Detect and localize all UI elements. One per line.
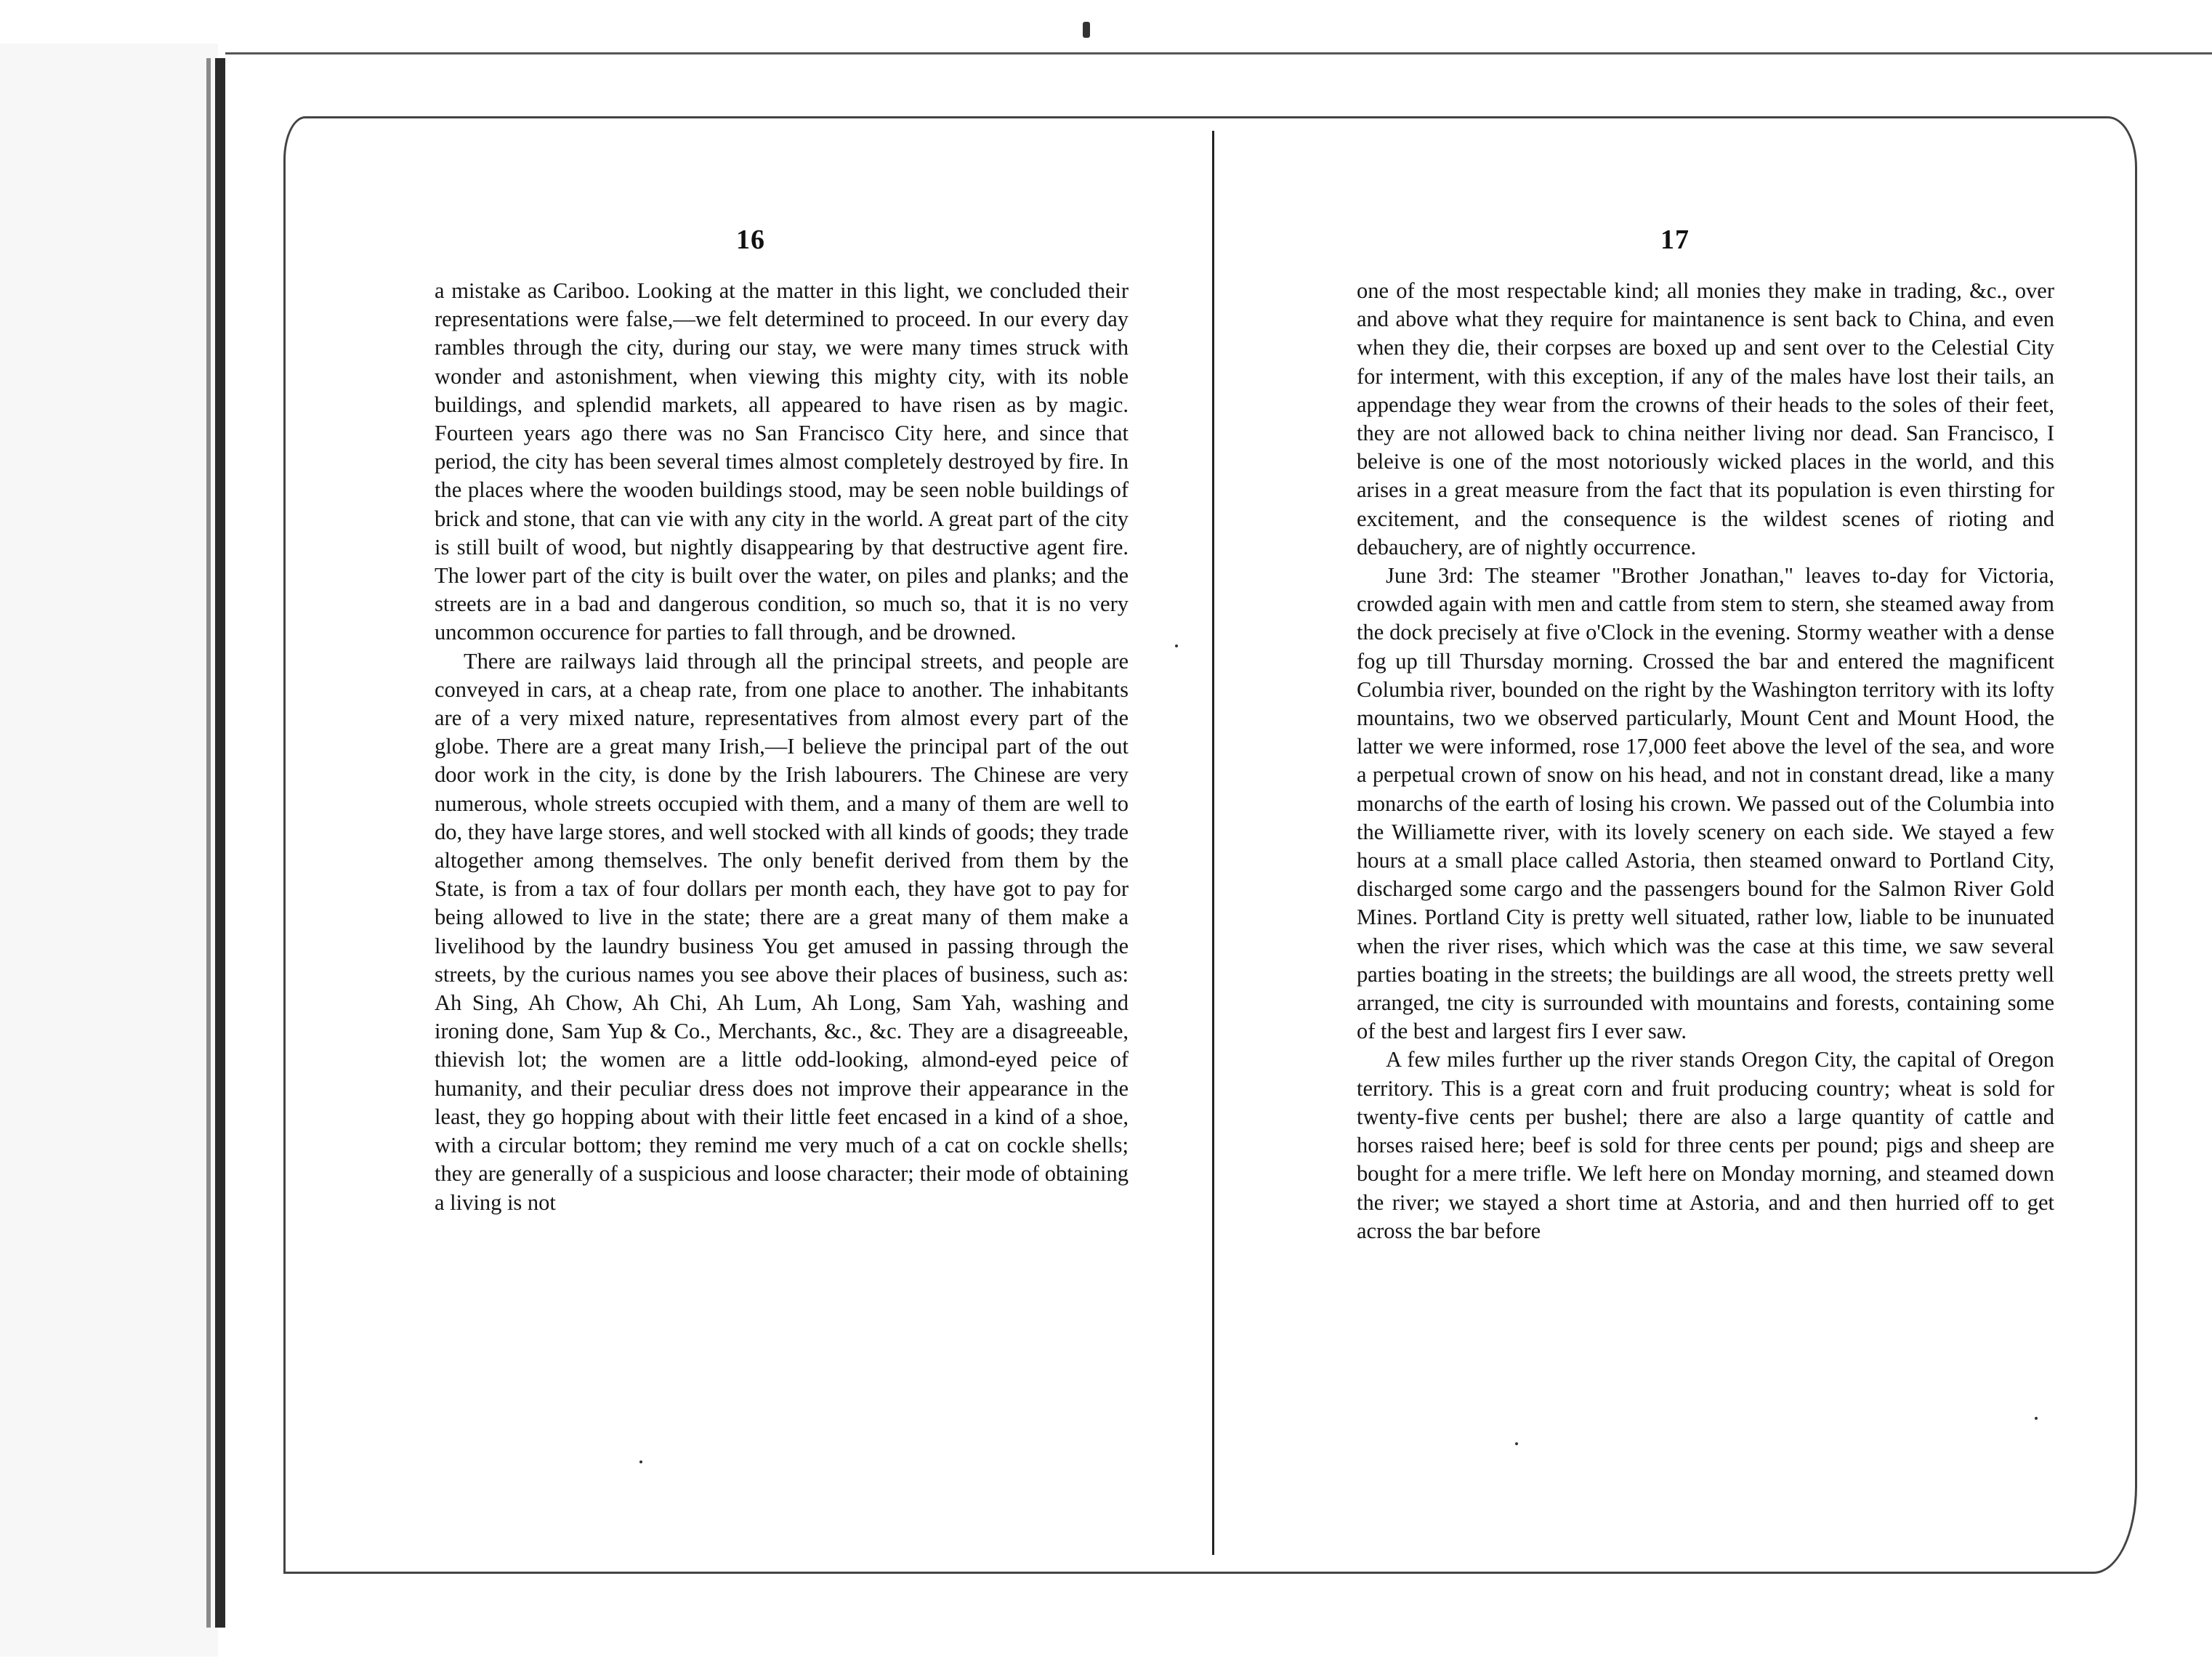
left-page-number: 16 xyxy=(736,225,765,255)
book-edge xyxy=(215,58,225,1628)
left-page-text xyxy=(435,277,1129,1217)
book-spread xyxy=(283,116,2136,1569)
paragraph: a mistake as Cariboo. Looking at the matter in this light, we concluded their representations were false,—we felt determined to proceed. In our every day rambles through the city, during our stay, we were many times struck with wonder and astonishment, when viewing this mighty city, with its noble buildings, and splendid markets, all appeared to have risen as by magic. Fourteen years ago there was no San Francisco City here, and since that period, the city has been several times almost completely destroyed by fire. In the places where the wooden buildings stood, may be seen noble buildings of brick and stone, that can vie with any city in the world. A great part of the city is still built of wood, but nightly disappearing by that destructive agent fire. The lower part of the city is built over the water, on piles and planks; and the streets are in a bad and dangerous condition, so much so, that it is no very uncommon occurence for parties to fall through, and be drowned. xyxy=(435,278,1129,645)
scan-speck xyxy=(1175,644,1178,647)
paragraph: There are railways laid through all the principal streets, and people are conveyed in cars, at a cheap rate, from one place to another. The inhabitants are of a very mixed nature, representatives from almost every part of the globe. There are a great many Irish,—I believe the principal part of the out door work in the city, is done by the Irish labourers. The Chinese are very numerous, whole streets occupied with them, and a many of them are well to do, they have large stores, and well stocked with all kinds of goods; they trade altogether among themselves. The only benefit derived from them by the State, is from a tax of four dollars per month each, they have got to pay for being allowed to live in the state; there are a great many of them make a livelihood by the laundry business You get amused in passing through the streets, by the curious names you see above their places of business, such as: Ah Sing, Ah Chow, Ah Chi, Ah Lum, Ah Long, Sam Yah, washing and ironing done, Sam Yup & Co., Merchants, &c., &c. They are a disagreeable, thievish lot; the women are a little odd-looking, almond-eyed peice of humanity, and their peculiar dress does not improve their appearance in the least, they go hopping about with their little feet encased in a kind of a shoe, with a circular bottom; they remind me very much of a cat on cockle shells; they are generally of a suspicious and loose character; their mode of obtaining a living is not xyxy=(435,648,1129,1215)
scan-speck xyxy=(1515,1442,1518,1445)
scan-margin xyxy=(0,44,218,1657)
scan-speck xyxy=(639,1460,642,1463)
paragraph: A few miles further up the river stands Oregon City, the capital of Oregon territory. This is a great corn and fruit producing country; wheat is sold for twenty-five cents per bushel; there are also a large quantity of cattle and horses raised here; beef is sold for three cents per pound; pigs and sheep are bought for a mere trifle. We left here on Monday morning, and steamed down the river; we stayed a short time at Astoria, and and then hurried off to get across the bar before xyxy=(1357,1047,2054,1243)
book-edge-shadow xyxy=(206,58,211,1628)
right-page xyxy=(1215,116,2137,1574)
book-gutter xyxy=(1212,131,1214,1555)
left-page xyxy=(283,116,1219,1574)
scan-speck xyxy=(1083,22,1090,38)
right-page-text xyxy=(1357,277,2054,1245)
paragraph: June 3rd: The steamer "Brother Jonathan," leaves to-day for Victoria, crowded again with men and cattle from stem to stern, she steamed away from the dock precisely at five o'Clock in the evening. Stormy weather with a dense fog up till Thursday morning. Crossed the bar and entered the magnificent Columbia river, bounded on the right by the Washington territory with its lofty mountains, two we observed particularly, Mount Cent and Mount Hood, the latter we were informed, rose 17,000 feet above the level of the sea, and wore a perpetual crown of snow on his head, and not in constant dread, like a many monarchs of the earth of losing his crown. We passed out of the Columbia into the Williamette river, with its lovely scenery on each side. We stayed a few hours at a small place called Astoria, then steamed onward to Portland City, discharged some cargo and the passengers bound for the Salmon River Gold Mines. Portland City is pretty well situated, rather low, liable to be inunuated when the river rises, which which was the case at this time, we saw several parties boating in the streets; the buildings are all wood, the streets pretty well arranged, tne city is surrounded with mountains and forests, containing some of the best and largest firs I ever saw. xyxy=(1357,563,2054,1044)
right-page-number: 17 xyxy=(1660,225,1690,255)
scan-speck xyxy=(2035,1417,2038,1420)
scan-top-edge xyxy=(225,52,2212,54)
paragraph: one of the most respectable kind; all monies they make in trading, &c., over and above what they require for maintanence is sent back to China, and even when they die, their corpses are boxed up and sent over to the Celestial City for interment, with this exception, if any of the males have lost their tails, an appendage they wear from the crowns of their heads to the soles of their feet, they are not allowed back to china neither living nor dead. San Francisco, I beleive is one of the most notoriously wicked places in the world, and this arises in a great measure from the fact that its population is even thirsting for excitement, and the consequence is the wildest scenes of rioting and debauchery, are of nightly occurrence. xyxy=(1357,278,2054,559)
